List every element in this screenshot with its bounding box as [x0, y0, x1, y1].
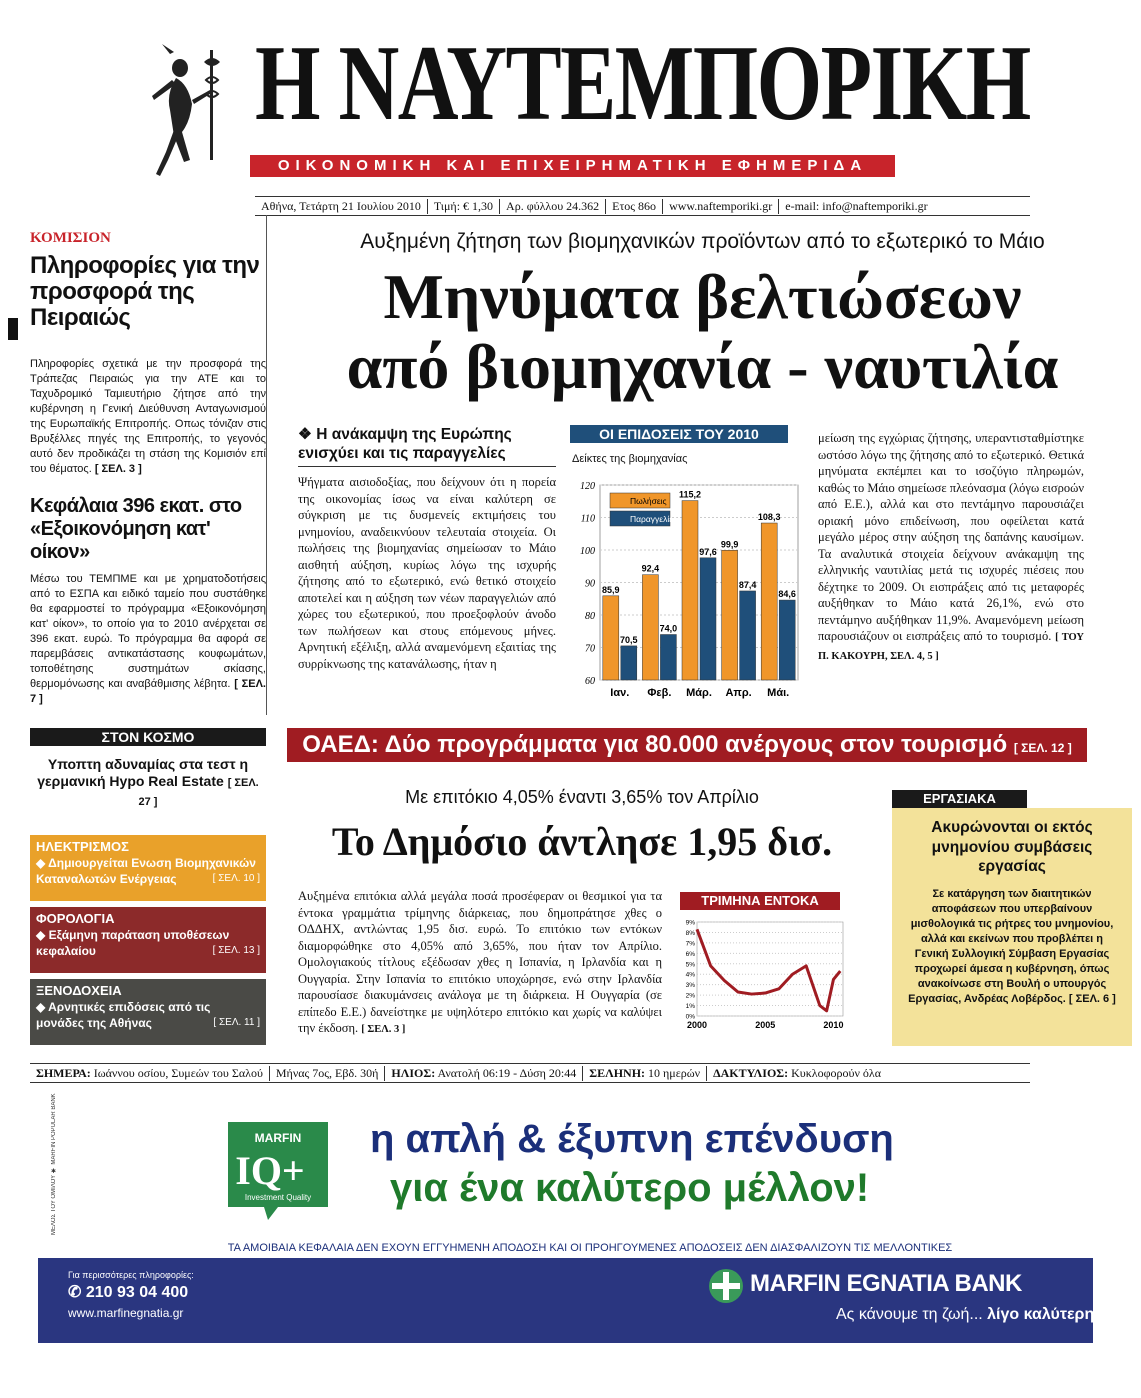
bar-Πωλήσεις-Ιαν.	[603, 596, 619, 680]
lead-headline[interactable]	[280, 262, 1125, 402]
story1-headline[interactable]: Πληροφορίες για την προσφορά της Πειραιώς	[30, 252, 260, 331]
second-headline[interactable]: Το Δημόσιο άντλησε 1,95 δισ.	[331, 819, 833, 864]
line-y-tick: 9%	[685, 919, 695, 927]
margin-mark	[8, 318, 18, 340]
oaed-banner[interactable]	[287, 728, 1087, 762]
masthead-subtitle: ΟΙΚΟΝΟΜΙΚΗ ΚΑΙ ΕΠΙΧΕΙΡΗΜΑΤΙΚΗ ΕΦΗΜΕΡΙΔΑ	[250, 155, 895, 177]
almanac-sun-text: Ανατολή 06:19 - Δύση 20:44	[437, 1065, 577, 1080]
world-ref: [ ΣΕΛ. 27 ]	[138, 777, 259, 808]
industry-chart	[560, 425, 810, 707]
almanac-today-text: Ιωάννου οσίου, Συμεών του Σαλού	[93, 1065, 263, 1080]
hotels-label: ΞΕΝΟΔΟΧΕΙΑ	[36, 983, 122, 998]
bar-x-tick: Ιαν.	[610, 687, 630, 699]
electricity-box[interactable]	[30, 835, 266, 901]
labour-body-text: Σε κατάργηση των διαιτητικών αποφάσεων που υπερβαίνουν μισθολογικά τις ρήτρες του μνημονίου, αλλά και εκείνων που προβλέπει η Γενική Συλλογική Σύμβαση Εργασίας προχωρεί άμεσα η κυβέρνηση, όπως ανακοίνωσε στη Βουλή ο υπουργός Εργασίας, Ανδρέας Λοβέρδος.	[908, 887, 1114, 1005]
issue-info-bar	[255, 196, 1030, 216]
line-y-tick: 8%	[685, 929, 695, 937]
tbills-line-chart	[675, 916, 850, 1038]
labour-box[interactable]	[892, 808, 1132, 1046]
electricity-text: ◆ Δημιουργείται Ενωση Βιομηχανικών Καταναλωτών Ενέργειας	[36, 856, 256, 886]
almanac-bar	[30, 1063, 1030, 1083]
line-y-tick: 0%	[685, 1013, 695, 1021]
tax-ref: [ ΣΕΛ. 13 ]	[212, 945, 260, 956]
hotels-box[interactable]	[30, 979, 266, 1045]
tax-text: ◆ Εξάμηνη παράταση υποθέσεων κεφαλαίου	[36, 928, 230, 958]
bar-Παραγγελίες-Απρ.	[740, 591, 756, 680]
almanac-today-label: ΣΗΜΕΡΑ:	[36, 1065, 91, 1080]
ad-phone-number: 210 93 04 400	[85, 1284, 189, 1301]
line-plot-frame	[697, 922, 843, 1016]
bank-logo-icon	[706, 1266, 746, 1306]
bar-Παραγγελίες-Φεβ.	[660, 635, 676, 681]
almanac-moon-text: 10 ημερών	[648, 1065, 701, 1080]
lead-column-3-ref[interactable]: [ ΤΟΥ Π. ΚΑΚΟΥΡΗ, ΣΕΛ. 4, 5 ]	[818, 632, 1084, 662]
labour-headline: Ακυρώνονται οι εκτός μνημονίου συμβάσεις εργασίας	[931, 819, 1093, 875]
hermes-logo	[140, 40, 240, 190]
bar-value-label: 70,5	[620, 634, 638, 645]
tbill-rate-line	[697, 929, 840, 1010]
bank-slogan-b: λίγο καλύτερη	[987, 1306, 1095, 1323]
bar-y-tick: 70	[585, 643, 595, 655]
bar-legend	[610, 493, 677, 526]
bar-y-tick: 60	[585, 676, 595, 687]
bar-Πωλήσεις-Απρ.	[722, 550, 738, 680]
line-y-tick: 7%	[685, 940, 695, 948]
line-y-tick: 1%	[685, 1003, 695, 1011]
bar-Παραγγελίες-Μάι.	[779, 600, 795, 680]
lead-column-1: Ψήγματα αισιοδοξίας, που δείχνουν ότι η πορεία της οικονομίας ίσως να είναι καλύτερη σε σύγκριση με τις δυσμενείς εκτιμήσεις του μνημονίου, αναδεικνύουν τελευταία στοιχεία. Οι πωλήσεις της βιομηχανίας σημείωσαν το Μάιο αισθητή αύξηση, κυρίως λόγω της ισχυρής ζήτησης από το εξωτερικό, ενώ θετικό στοιχείο αποτελεί και η αύξηση των νέων παραγγελιών από χώρες του εξωτερικού, που προεξοφλούν άνοδο των πωλήσεων και στους επόμενους μήνες. Αρνητική εξέλιξη, αλλά αναμενόμενη εξαιτίας της συρρίκνωσης της κατανάλωσης, ήταν η	[298, 475, 556, 671]
bar-value-label: 87,4	[738, 579, 757, 590]
iq-logo[interactable]	[218, 1112, 338, 1222]
bar-value-label: 92,4	[641, 563, 660, 574]
world-headline: Υποπτη αδυναμίας στα τεστ η γερμανική Hypo Real Estate	[37, 756, 249, 789]
bank-ad-bar[interactable]	[38, 1258, 1093, 1343]
electricity-ref: [ ΣΕΛ. 10 ]	[212, 873, 260, 884]
bar-value-label: 74,0	[659, 623, 678, 634]
line-x-tick: 2000	[686, 1020, 708, 1030]
bar-value-label: 108,3	[757, 512, 781, 523]
ad-url[interactable]: www.marfinegnatia.gr	[68, 1306, 184, 1320]
bar-Παραγγελίες-Μάρ.	[700, 558, 716, 680]
bar-y-tick: 90	[585, 578, 595, 590]
line-y-tick: 3%	[685, 982, 695, 990]
almanac-sun-label: ΗΛΙΟΣ:	[391, 1065, 436, 1080]
story1-text: Πληροφορίες σχετικά με την προσφορά της Τράπεζας Πειραιώς για την ΑΤΕ και το Ταχυδρομικό Ταμιευτήριο ζήτησε από την κυβέρνηση η Γενική Διεύθυνση Ανταγωνισμού της Ευρωπαϊκής Επιτροπής. Οπως τόνιζαν στις Βρυξέλλες πηγές της Επιτροπής, το γεγονός αυτό δεν προδικάζει τη στάση της Κομισιόν επί του θέματος.	[30, 358, 266, 475]
labour-body	[892, 877, 1132, 1007]
bar-y-tick: 110	[580, 513, 595, 525]
bar-value-label: 85,9	[602, 584, 620, 595]
ad-group-text: ΜΕΛΟΣ ΤΟΥ ΟΜΙΛΟΥ ✱ MARFIN POPULAR BANK	[51, 1093, 57, 1235]
oaed-banner-text: ΟΑΕΔ: Δύο προγράμματα για 80.000 ανέργους στον τουρισμό	[302, 731, 1008, 758]
bank-slogan	[836, 1306, 1094, 1324]
almanac-ring-text: Κυκλοφορούν όλα	[791, 1065, 881, 1080]
bar-Πωλήσεις-Μάρ.	[682, 501, 698, 680]
story2-text: Μέσω του ΤΕΜΠΜΕ και με χρηματοδοτήσεις από το ΕΣΠΑ και ειδικό ταμείο που συστάθηκε θα εφαρμοστεί το πρόγραμμα «Εξοικονόμηση κατ' οίκον», το οποίο για το 2010 ανέρχεται σε 396 εκατ. ευρώ. Το πρόγραμμα θα αφορά σε παρεμβάσεις αντικατάστασης κουφωμάτων, τοποθέτησης συστημάτων σκίασης, θερμομόνωσης και αναβάθμισης λέβητα.	[30, 573, 266, 690]
bar-x-tick: Απρ.	[725, 687, 752, 699]
ad-headline-2: για ένα καλύτερο μέλλον!	[390, 1166, 870, 1210]
almanac-ring	[707, 1066, 887, 1081]
issue-number: Αρ. φύλλου 24.362	[500, 199, 606, 214]
iq-logo-brand: MARFIN	[254, 1131, 302, 1145]
iq-logo-sub: Investment Quality	[244, 1193, 312, 1202]
electricity-label: ΗΛΕΚΤΡΙΣΜΟΣ	[36, 839, 129, 854]
ad-info-label: Για περισσότερες πληροφορίες:	[68, 1270, 194, 1280]
lead-subhead: ❖ Η ανάκαμψη της Ευρώπης ενισχύει και τις παραγγελίες	[298, 425, 556, 467]
iq-logo-text: IQ+	[235, 1148, 305, 1193]
bar-value-label: 115,2	[678, 489, 702, 500]
tbills-chart-title: ΤΡΙΜΗΝΑ ΕΝΤΟΚΑ	[680, 892, 840, 910]
almanac-sun	[385, 1066, 583, 1081]
line-y-tick: 5%	[685, 961, 695, 969]
lead-column-3	[818, 430, 1084, 708]
tax-label: ΦΟΡΟΛΟΓΙΑ	[36, 911, 115, 926]
almanac-month: Μήνας 7ος, Εβδ. 30ή	[270, 1066, 386, 1081]
bar-y-tick: 80	[585, 611, 595, 622]
line-x-tick: 2005	[755, 1020, 776, 1030]
website-link[interactable]: www.naftemporiki.gr	[663, 199, 779, 214]
world-story[interactable]	[30, 756, 266, 811]
bar-y-tick: 120	[580, 481, 595, 492]
bar-x-tick: Μάρ.	[686, 687, 712, 699]
story2-headline[interactable]: Κεφάλαια 396 εκατ. στο «Εξοικονόμηση κατ' οίκον»	[30, 495, 242, 563]
left-column	[30, 230, 266, 707]
second-kicker: Με επιτόκιο 4,05% έναντι 3,65% τον Απρίλιο	[405, 787, 759, 807]
hotels-text: ◆ Αρνητικές επιδόσεις από τις μονάδες της Αθήνας	[36, 1000, 211, 1030]
column-divider	[266, 215, 267, 715]
industry-bar-chart	[560, 475, 808, 707]
bar-Πωλήσεις-Μάι.	[761, 523, 777, 680]
story1-ref[interactable]: [ ΣΕΛ. 3 ]	[94, 463, 142, 475]
tbills-chart	[675, 888, 850, 1038]
bank-slogan-a: Ας κάνουμε τη ζωή...	[836, 1306, 983, 1323]
almanac-moon-label: ΣΕΛΗΝΗ:	[589, 1065, 646, 1080]
bar-y-tick: 100	[580, 546, 595, 557]
story2-ref[interactable]: [ ΣΕΛ. 7 ]	[30, 678, 266, 705]
hotels-ref: [ ΣΕΛ. 11 ]	[213, 1017, 260, 1028]
bar-value-label: 97,6	[699, 546, 717, 557]
email-link[interactable]: e-mail: info@naftemporiki.gr	[785, 198, 928, 213]
line-y-tick: 6%	[685, 950, 695, 958]
masthead-title: Η ΝΑΥΤΕΜΠΟΡΙΚΗ	[255, 24, 1030, 143]
labour-ref: [ ΣΕΛ. 6 ]	[1068, 992, 1116, 1005]
almanac-today	[30, 1066, 270, 1081]
section-boxes	[30, 835, 266, 1045]
legend-label: Πωλήσεις	[630, 496, 667, 506]
ad-disclaimer: ΤΑ ΑΜΟΙΒΑΙΑ ΚΕΦΑΛΑΙΑ ΔΕΝ ΕΧΟΥΝ ΕΓΓΥΗΜΕΝΗ ΑΠΟΔΟΣΗ ΚΑΙ ΟΙ ΠΡΟΗΓΟΥΜΕΝΕΣ ΑΠΟΔΟΣΕΙΣ ΔΕΝ ΔΙΑΣΦΑΛΙΖΟΥΝ ΤΙΣ ΜΕΛΛΟΝΤΙΚΕΣ	[227, 1242, 953, 1254]
lead-headline-line2: από βιομηχανία - ναυτιλία	[346, 331, 1059, 402]
bar-Πωλήσεις-Φεβ.	[642, 575, 658, 680]
tax-box[interactable]	[30, 907, 266, 973]
ad-phone[interactable]	[68, 1282, 188, 1302]
lead-kicker: Αυξημένη ζήτηση των βιομηχανικών προϊόντων από το εξωτερικό το Μάιο	[360, 230, 1045, 253]
almanac-ring-label: ΔΑΚΤΥΛΙΟΣ:	[713, 1065, 789, 1080]
line-y-tick: 4%	[685, 971, 695, 979]
story1-kicker: ΚΟΜΙΣΙΟΝ	[30, 230, 111, 246]
legend-label: Παραγγελίες	[630, 514, 678, 524]
ad-headline-1: η απλή & έξυπνη επένδυση	[370, 1117, 894, 1161]
bar-value-label: 84,6	[778, 589, 796, 600]
oaed-banner-ref: [ ΣΕΛ. 12 ]	[1013, 741, 1072, 755]
story2-body	[30, 572, 266, 707]
bar-value-label: 99,9	[720, 539, 739, 550]
lead-column-3-text: μείωση της εγχώριας ζήτησης, υπεραντισταθμίστηκε ωστόσο λόγω της ζήτησης από το εξωτερικό. Θετικά μηνύματα εκπέμπει και το ισοζύγιο πληρωμών, καθώς το Μάιο σημείωσε πλεόνασμα (λόγω εισροών από Ε.Ε.), αλλά και στο πεντάμηνο παρουσιάζει οριακή μόνο επιδείνωση, που οφείλεται κατά μεγάλο μέρος στην αύξηση της δαπάνης καυσίμων. Τα αναλυτικά στοιχεία δείχνουν ανάκαμψη της ελληνικής ναυτιλίας μετά τις ισχυρές πιέσεις που δέχτηκε το 2009. Οι εισπράξεις από τις μεταφορές αυξήθηκαν το Μάιο κατά 26,1%, ενώ στο πεντάμηνο αυξήθηκαν 11,9%. Αναμενόμενη μείωση παρουσιάζουν οι εισπράξεις από το τουρισμό.	[818, 431, 1084, 643]
second-ref[interactable]: [ ΣΕΛ. 3 ]	[361, 1024, 406, 1035]
bar-x-tick: Μάι.	[767, 687, 790, 699]
bar-x-tick: Φεβ.	[647, 687, 672, 699]
industry-chart-subtitle: Δείκτες της βιομηχανίας	[572, 453, 688, 465]
second-body	[298, 888, 662, 1039]
line-y-tick: 2%	[685, 992, 695, 1000]
issue-year: Ετος 86ο	[606, 199, 663, 214]
world-label: ΣΤΟΝ ΚΟΣΜΟ	[30, 728, 266, 746]
phone-icon: ✆	[68, 1284, 82, 1301]
bank-name: MARFIN EGNATIA BANK	[750, 1270, 1022, 1297]
issue-price: Τιμή: € 1,30	[428, 199, 500, 214]
almanac-moon	[583, 1066, 707, 1081]
issue-date: Αθήνα, Τετάρτη 21 Ιουλίου 2010	[255, 199, 428, 214]
line-x-tick: 2010	[823, 1020, 844, 1030]
bar-Παραγγελίες-Ιαν.	[621, 646, 637, 680]
labour-label: ΕΡΓΑΣΙΑΚΑ	[892, 790, 1027, 808]
second-body-text: Αυξημένα επιτόκια αλλά μεγάλα ποσά προσέφεραν οι θεσμικοί για τα έντοκα γραμμάτια τρίμηνης διάρκειας, που δημοπράτησε χθες ο ΟΔΔΗΧ, αντλώντας 1,95 δισ. ευρώ. Το επιτόκιο των εντόκων διαμορφώθηκε στο 4,05% από 3,65%, που ήταν τον Απρίλιο. Ομολογιακούς τίτλους εξέδωσαν χθες η Ισπανία, η Ιρλανδία και η Ουγγαρία. Στην Ισπανία το επιτόκιο υποχώρησε, ενώ στην Ιρλανδία παρουσίασε διακυμάνσεις ανάλογα με τη διάρκεια. Η Ουγγαρία (σε επίπεδο Ε.Ε.) δανείστηκε με υψηλότερο επιτόκιο και χωρίς να καλύψει την έκδοση.	[298, 889, 662, 1035]
lead-headline-line1: Μηνύματα βελτιώσεων	[383, 261, 1022, 332]
story1-body	[30, 357, 266, 477]
industry-chart-title: ΟΙ ΕΠΙΔΟΣΕΙΣ ΤΟΥ 2010	[570, 425, 788, 443]
